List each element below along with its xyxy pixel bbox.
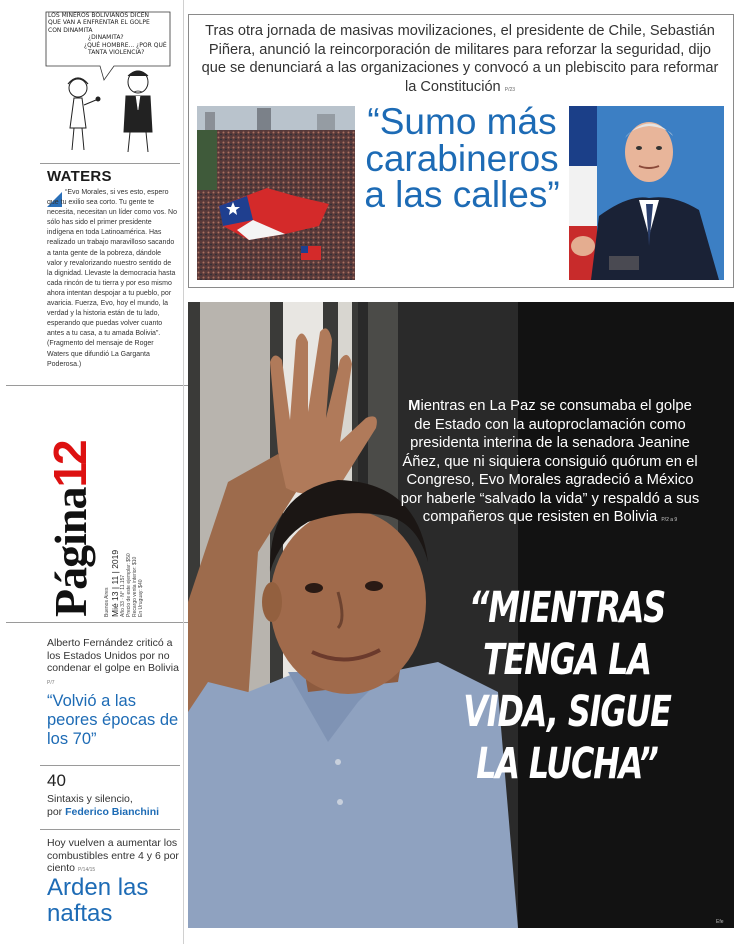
top-story-lead[interactable] (196, 22, 724, 99)
cartoon-speech (48, 12, 172, 68)
page-ref: P/23 (504, 86, 516, 93)
masthead-date: Mié 13 | 11 | 2019 (110, 549, 120, 617)
cartoon-line: TANTA VIOLENCIA? (88, 49, 145, 57)
top-story-quote[interactable]: “Sumo más carabineros a las calles” (364, 101, 560, 215)
cartoon-line: LOS MINEROS BOLIVIANOS DICEN (48, 12, 150, 19)
chile-protest-image (197, 106, 355, 280)
column-divider (183, 0, 184, 944)
waters-title: WATERS (47, 168, 112, 185)
cartoon-line: ¿DINAMITA? (88, 34, 124, 42)
divider (40, 829, 180, 830)
main-headline[interactable]: “MIENTRAS TENGA LA VIDA, SIGUE LA LUCHA” (463, 583, 671, 789)
brief-fernandez[interactable] (47, 637, 179, 689)
author-name: Federico Bianchini (65, 805, 160, 818)
page-ref: P/2 a 9 (661, 517, 678, 523)
masthead-issue: Año 33 · N° 11.157 (120, 574, 126, 617)
page-ref: P/7 (47, 679, 55, 686)
brief-text: Sintaxis y silencio, (47, 793, 133, 805)
divider (6, 385, 188, 386)
cartoon-strip (44, 10, 176, 160)
divider (40, 163, 180, 164)
cartoon-line: QUE VAN A ENFRENTAR EL GOLPE (48, 19, 150, 27)
brief-text: Alberto Fernández criticó a los Estados Unidos por no condenar el golpe en Bolivia (47, 637, 179, 675)
divider (40, 765, 180, 766)
masthead (40, 395, 144, 617)
brief-sintaxis[interactable] (47, 793, 187, 818)
masthead-price: En Uruguay: $40 (138, 579, 144, 617)
masthead-price: Precio de este ejemplar: $50 (126, 553, 132, 617)
dropcap: M (408, 398, 421, 414)
divider (6, 622, 188, 623)
logo-number: 12 (44, 442, 96, 488)
brief-text: Hoy vuelven a aumentar los combustibles entre 4 y 6 por ciento (47, 837, 179, 875)
photo-credit: Efe (716, 919, 724, 925)
main-story-lead[interactable] (400, 397, 700, 530)
brief-quote[interactable]: “Volvió a las peores épocas de los 70” (47, 692, 179, 748)
cartoon-line: CON DINAMITA (48, 26, 93, 34)
section-number: 40 (47, 771, 66, 790)
page-ref: P/14/15 (77, 867, 96, 874)
masthead-price: Recargo venta interior: $10 (132, 556, 138, 617)
crowd-photo[interactable] (197, 106, 355, 280)
pinera-photo[interactable] (569, 106, 724, 280)
by-label: por (47, 805, 63, 818)
waters-text: “Evo Morales, si ves esto, espero que tu exilio sea corto. Tu gente te necesita, necesitan un líder como vos. No sólo has sido el primer presidente indígena en toda Latinoamérica. Has realizado un trabajo maravilloso sacando a tanta gente de la pobreza, dándole valor y revalorizando nuestro sentido de la dignidad. Llevaste la democracia hasta cada rincón de tu tierra y por eso mismo ahora intentan despojar a tu pueblo, por avaricia. Fuerza, Evo, hoy el mundo, la verdad y la historia están de tu lado, esperando que puedas volver cuanto antes a tu casa, a tu amada Bolivia”. (Fragmento del mensaje de Roger Waters que difundió La Garganta Poderosa.) (47, 189, 177, 368)
brief-headline[interactable]: Arden las naftas (47, 874, 149, 927)
masthead-logo[interactable] (46, 395, 94, 617)
brief-combustibles[interactable] (47, 837, 183, 877)
cartoon-line: ¿QUÉ HOMBRE... ¿POR QUÉ (84, 41, 167, 49)
main-story-text: ientras en La Paz se consumaba el golpe de Estado con la autoproclamación como presidenta interina de la senadora Jeanine Áñez, que ni siquiera consiguió quórum en el Congreso, Evo Morales agradeció a México por haberle “salvado la vida” y respaldó a sus compañeros que resisten en Bolivia (400, 398, 700, 525)
masthead-city: Buenos Aires (104, 587, 110, 617)
masthead-meta (104, 487, 144, 617)
top-story-text: Tras otra jornada de masivas movilizaciones, el presidente de Chile, Sebastián Piñera, anunció la reincorporación de militares para reforzar la seguridad, dijo que se denunciará a las organizaciones y convocó a un plebiscito para reformar la Constitución (201, 23, 719, 95)
logo-text: Página (45, 487, 96, 617)
pinera-image (569, 106, 724, 280)
